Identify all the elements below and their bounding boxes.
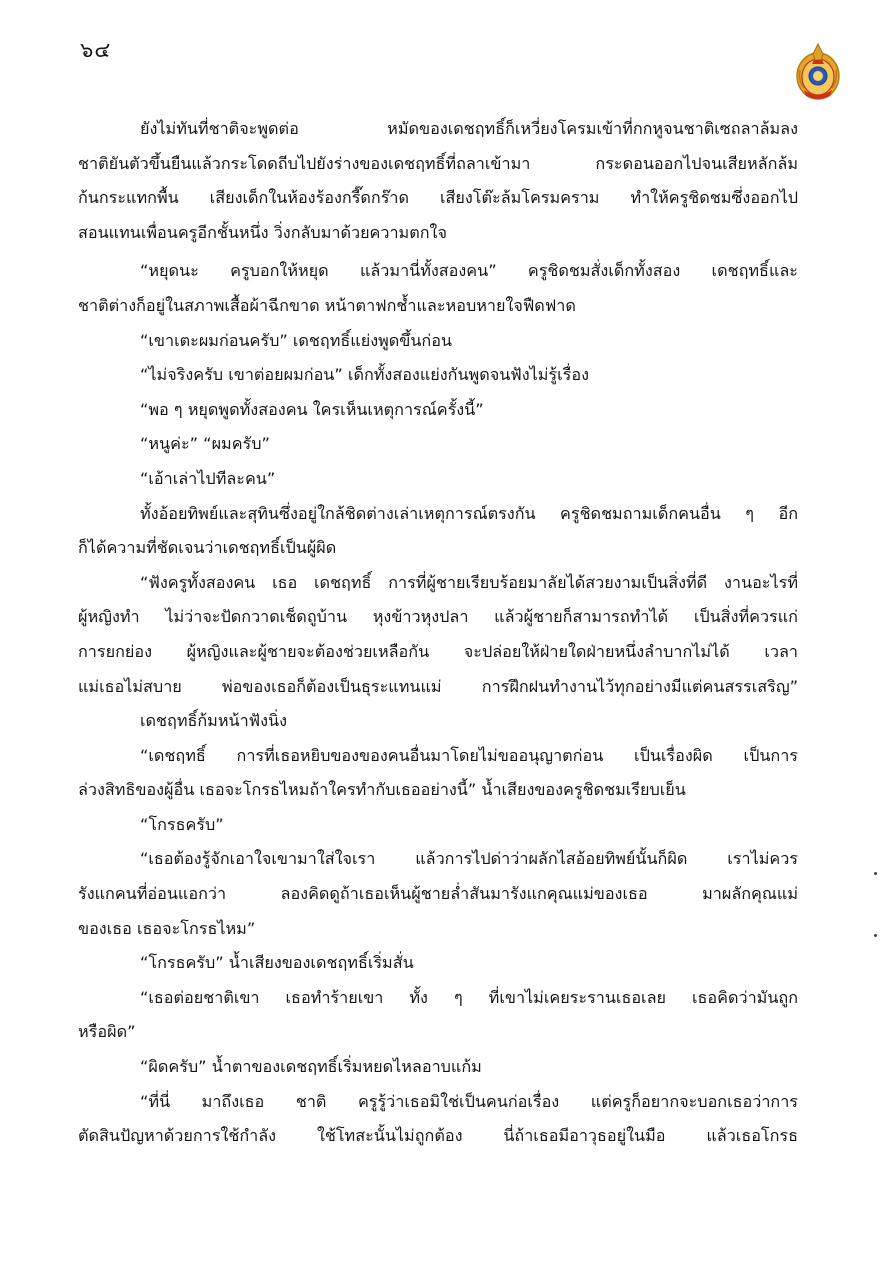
text-line: “พอ ๆ หยุดพูดทั้งสองคน ใครเห็นเหตุการณ์ครั้งนี้” (140, 399, 484, 419)
text-line: ยังไม่ทันที่ชาติจะพูดต่อ หมัดของเดชฤทธิ์ก็เหวี่ยงโครมเข้าที่กกหูจนชาติเซถลาล้มลง (140, 119, 798, 138)
text-line: “ที่นี่ มาถึงเธอ ชาติ ครูรู้ว่าเธอมิใช่เป็นคนก่อเรื่อง แต่ครูก็อยากจะบอกเธอว่าการ (140, 1091, 798, 1111)
text-line: “เขาเตะผมก่อนครับ” เดชฤทธิ์แย่งพูดขึ้นก่อน (140, 330, 452, 350)
text-line: “ฟังครูทั้งสองคน เธอ เดชฤทธิ์ การที่ผู้ชายเรียบร้อยมาลัยได้สวยงามเป็นสิ่งที่ดี งานอะไรที่ (140, 572, 798, 592)
text-line: “เธอต่อยชาติเขา เธอทำร้ายเขา ทั้ง ๆ ที่เขาไม่เคยระรานเธอเลย เธอคิดว่ามันถูก (140, 987, 798, 1007)
text-line: “โกรธครับ” น้ำเสียงของเดชฤทธิ์เริ่มสั่น (140, 953, 414, 973)
text-line: “ผิดครับ” น้ำตาของเดชฤทธิ์เริ่มหยดไหลอาบแก้ม (140, 1057, 482, 1077)
text-line: “เธอต้องรู้จักเอาใจเขามาใส่ใจเรา แล้วการไปด่าว่าผลักไสอ้อยทิพย์นั้นก็ผิด เราไม่ควร (140, 849, 798, 869)
text-line: เดชฤทธิ์ก้มหน้าฟังนิ่ง (140, 711, 288, 731)
text-line: “ไม่จริงครับ เขาต่อยผมก่อน” เด็กทั้งสองแย่งกันพูดจนฟังไม่รู้เรื่อง (140, 365, 589, 385)
text-line: ก้นกระแทกพื้น เสียงเด็กในห้องร้องกรี๊ดกร๊าด เสียงโต๊ะล้มโครมคราม ทำให้ครูชิดชมซึ่งออกไป (78, 188, 798, 208)
text-line: ตัดสินปัญหาด้วยการใช้กำลัง ใช้โทสะนั้นไม่ถูกต้อง นี่ถ้าเธอมีอาวุธอยู่ในมือ แล้วเธอโกรธ (78, 1126, 798, 1146)
text-line: “เอ้าเล่าไปทีละคน” (140, 468, 276, 488)
text-line: ก็ได้ความที่ชัดเจนว่าเดชฤทธิ์เป็นผู้ผิด (78, 538, 337, 558)
text-line: ล่วงสิทธิของผู้อื่น เธอจะโกรธไหมถ้าใครทำกับเธออย่างนี้” น้ำเสียงของครูชิดชมเรียบเย็น (78, 780, 686, 800)
scan-speck (874, 872, 877, 875)
text-line: ของเธอ เธอจะโกรธไหม” (78, 918, 256, 938)
text-line: ชาติยันตัวขึ้นยืนแล้วกระโดดถีบไปยังร่างของเดชฤทธิ์ที่ถลาเข้ามา กระดอนออกไปจนเสียหลักล้ม (78, 153, 798, 173)
text-line: การยกย่อง ผู้หญิงและผู้ชายจะต้องช่วยเหลือกัน จะปล่อยให้ฝ่ายใดฝ่ายหนึ่งลำบากไม่ได้ เวลา (78, 641, 798, 661)
text-line: ชาติต่างก็อยู่ในสภาพเสื้อผ้าฉีกขาด หน้าตาฟกช้ำและหอบหายใจฟืดฟาด (78, 295, 576, 315)
text-line: “หนูค่ะ” “ผมครับ” (140, 434, 270, 454)
text-line: สอนแทนเพื่อนครูอีกชั้นหนึ่ง วิ่งกลับมาด้วยความตกใจ (78, 222, 447, 242)
scan-speck (874, 934, 877, 937)
text-line: รังแกคนที่อ่อนแอกว่า ลองคิดดูถ้าเธอเห็นผู้ชายล่ำสันมารังแกคุณแม่ของเธอ มาผลักคุณแม่ (78, 884, 798, 904)
text-line: ทั้งอ้อยทิพย์และสุทินซึ่งอยู่ใกล้ชิดต่างเล่าเหตุการณ์ตรงกัน ครูชิดชมถามเด็กคนอื่น ๆ อีก (140, 503, 798, 523)
page-number: ๖๔ (80, 38, 112, 62)
text-line: ผู้หญิงทำ ไม่ว่าจะปัดกวาดเช็ดถูบ้าน หุงข้าวหุงปลา แล้วผู้ชายก็สามารถทำได้ เป็นสิ่งที่ควรแก่ (78, 607, 798, 627)
text-line: แม่เธอไม่สบาย พ่อของเธอก็ต้องเป็นธุระแทนแม่ การฝึกฝนทำงานไว้ทุกอย่างมีแต่คนสรรเสริญ” (78, 676, 798, 696)
text-line: “หยุดนะ ครูบอกให้หยุด แล้วมานี่ทั้งสองคน” ครูชิดชมสั่งเด็กทั้งสอง เดชฤทธิ์และ (140, 261, 798, 281)
royal-school-emblem-icon (794, 40, 842, 102)
text-line: “เดชฤทธิ์ การที่เธอหยิบของของคนอื่นมาโดยไม่ขออนุญาตก่อน เป็นเรื่องผิด เป็นการ (140, 745, 798, 765)
text-line: หรือผิด” (78, 1022, 136, 1042)
text-line: “โกรธครับ” (140, 814, 224, 834)
story-text (78, 112, 798, 1154)
